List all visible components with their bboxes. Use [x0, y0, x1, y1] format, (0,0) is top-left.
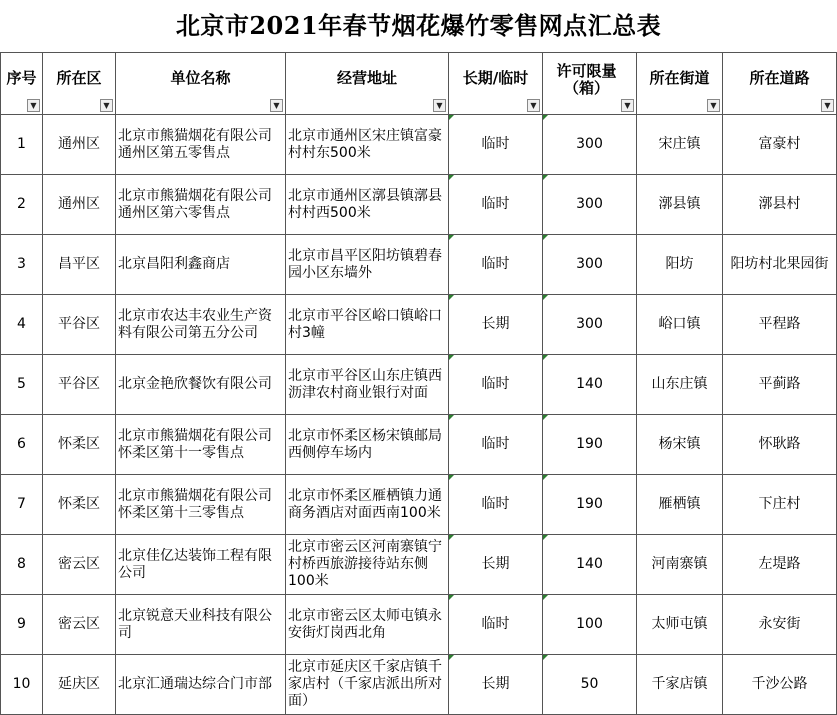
cell-term[interactable]: 临时 [449, 475, 543, 535]
cell-district[interactable]: 昌平区 [43, 235, 116, 295]
cell-limit[interactable]: 50 [543, 655, 637, 715]
cell-limit[interactable]: 300 [543, 115, 637, 175]
cell-limit[interactable]: 190 [543, 415, 637, 475]
cell-term[interactable]: 临时 [449, 415, 543, 475]
cell-limit[interactable]: 140 [543, 355, 637, 415]
cell-name[interactable]: 北京市熊猫烟花有限公司通州区第六零售点 [116, 175, 286, 235]
cell-term[interactable]: 临时 [449, 595, 543, 655]
table-row [1, 115, 837, 175]
table-row [1, 355, 837, 415]
cell-term[interactable]: 临时 [449, 115, 543, 175]
table-row [1, 595, 837, 655]
cell-street[interactable]: 千家店镇 [637, 655, 723, 715]
cell-no[interactable]: 3 [1, 235, 43, 295]
column-header-district: 所在区 ▼ [43, 53, 116, 115]
cell-no[interactable]: 4 [1, 295, 43, 355]
table-row [1, 535, 837, 595]
cell-term[interactable]: 临时 [449, 355, 543, 415]
cell-district[interactable]: 密云区 [43, 595, 116, 655]
cell-district[interactable]: 平谷区 [43, 355, 116, 415]
cell-address[interactable]: 北京市平谷区峪口镇峪口村3幢 [286, 295, 449, 355]
cell-no[interactable]: 2 [1, 175, 43, 235]
cell-limit[interactable]: 300 [543, 295, 637, 355]
cell-address[interactable]: 北京市密云区太师屯镇永安街灯岗西北角 [286, 595, 449, 655]
cell-address[interactable]: 北京市怀柔区雁栖镇力通商务酒店对面西南100米 [286, 475, 449, 535]
cell-street[interactable]: 宋庄镇 [637, 115, 723, 175]
cell-name[interactable]: 北京市农达丰农业生产资料有限公司第五分公司 [116, 295, 286, 355]
cell-district[interactable]: 怀柔区 [43, 475, 116, 535]
cell-limit[interactable]: 300 [543, 235, 637, 295]
cell-street[interactable]: 太师屯镇 [637, 595, 723, 655]
cell-street[interactable]: 山东庄镇 [637, 355, 723, 415]
page-title: 北京市2021年春节烟花爆竹零售网点汇总表 [175, 11, 662, 40]
cell-term[interactable]: 长期 [449, 655, 543, 715]
cell-address[interactable]: 北京市延庆区千家店镇千家店村（千家店派出所对面） [286, 655, 449, 715]
column-header-term: 长期/临时 ▼ [449, 53, 543, 115]
cell-limit[interactable]: 140 [543, 535, 637, 595]
table-row [1, 415, 837, 475]
column-header-road: 所在道路 ▼ [723, 53, 837, 115]
cell-street[interactable]: 雁栖镇 [637, 475, 723, 535]
cell-district[interactable]: 通州区 [43, 175, 116, 235]
cell-limit[interactable]: 100 [543, 595, 637, 655]
cell-no[interactable]: 5 [1, 355, 43, 415]
cell-road[interactable]: 怀耿路 [723, 415, 837, 475]
cell-road[interactable]: 平程路 [723, 295, 837, 355]
cell-limit[interactable]: 190 [543, 475, 637, 535]
dropdown-arrow-icon[interactable]: ▼ [621, 99, 634, 112]
table-row [1, 475, 837, 535]
cell-road[interactable]: 下庄村 [723, 475, 837, 535]
cell-road[interactable]: 千沙公路 [723, 655, 837, 715]
cell-term[interactable]: 临时 [449, 175, 543, 235]
table-row [1, 235, 837, 295]
cell-street[interactable]: 峪口镇 [637, 295, 723, 355]
dropdown-arrow-icon[interactable]: ▼ [27, 99, 40, 112]
cell-street[interactable]: 河南寨镇 [637, 535, 723, 595]
cell-road[interactable]: 永安街 [723, 595, 837, 655]
column-header-street: 所在街道 ▼ [637, 53, 723, 115]
cell-address[interactable]: 北京市密云区河南寨镇宁村桥西旅游接待站东侧100米 [286, 535, 449, 595]
cell-street[interactable]: 阳坊 [637, 235, 723, 295]
column-header-name: 单位名称 ▼ [116, 53, 286, 115]
cell-no[interactable]: 9 [1, 595, 43, 655]
dropdown-arrow-icon[interactable]: ▼ [270, 99, 283, 112]
cell-no[interactable]: 1 [1, 115, 43, 175]
header-row [1, 53, 837, 115]
cell-road[interactable]: 左堤路 [723, 535, 837, 595]
column-header-address: 经营地址 ▼ [286, 53, 449, 115]
cell-name[interactable]: 北京昌阳利鑫商店 [116, 235, 286, 295]
table-row [1, 295, 837, 355]
cell-street[interactable]: 漷县镇 [637, 175, 723, 235]
cell-name[interactable]: 北京市熊猫烟花有限公司通州区第五零售点 [116, 115, 286, 175]
cell-address[interactable]: 北京市怀柔区杨宋镇邮局西侧停车场内 [286, 415, 449, 475]
dropdown-arrow-icon[interactable]: ▼ [707, 99, 720, 112]
retail-outlets-table [0, 52, 837, 715]
cell-name[interactable]: 北京佳亿达装饰工程有限公司 [116, 535, 286, 595]
cell-address[interactable]: 北京市通州区漷县镇漷县村村西500米 [286, 175, 449, 235]
cell-address[interactable]: 北京市通州区宋庄镇富豪村村东500米 [286, 115, 449, 175]
cell-no[interactable]: 6 [1, 415, 43, 475]
dropdown-arrow-icon[interactable]: ▼ [527, 99, 540, 112]
cell-district[interactable]: 密云区 [43, 535, 116, 595]
cell-limit[interactable]: 300 [543, 175, 637, 235]
cell-district[interactable]: 怀柔区 [43, 415, 116, 475]
cell-name[interactable]: 北京金艳欣餐饮有限公司 [116, 355, 286, 415]
cell-name[interactable]: 北京市熊猫烟花有限公司怀柔区第十一零售点 [116, 415, 286, 475]
column-header-limit: 许可限量（箱） ▼ [543, 53, 637, 115]
cell-name[interactable]: 北京锐意天业科技有限公司 [116, 595, 286, 655]
cell-name[interactable]: 北京市熊猫烟花有限公司怀柔区第十三零售点 [116, 475, 286, 535]
cell-street[interactable]: 杨宋镇 [637, 415, 723, 475]
column-header-no: 序号 ▼ [1, 53, 43, 115]
cell-road[interactable]: 富豪村 [723, 115, 837, 175]
cell-term[interactable]: 长期 [449, 535, 543, 595]
cell-term[interactable]: 临时 [449, 235, 543, 295]
cell-road[interactable]: 平蓟路 [723, 355, 837, 415]
cell-district[interactable]: 通州区 [43, 115, 116, 175]
dropdown-arrow-icon[interactable]: ▼ [821, 99, 834, 112]
cell-road[interactable]: 漷县村 [723, 175, 837, 235]
cell-no[interactable]: 8 [1, 535, 43, 595]
cell-district[interactable]: 延庆区 [43, 655, 116, 715]
dropdown-arrow-icon[interactable]: ▼ [433, 99, 446, 112]
cell-district[interactable]: 平谷区 [43, 295, 116, 355]
cell-address[interactable]: 北京市平谷区山东庄镇西沥津农村商业银行对面 [286, 355, 449, 415]
cell-no[interactable]: 7 [1, 475, 43, 535]
cell-name[interactable]: 北京汇通瑞达综合门市部 [116, 655, 286, 715]
cell-address[interactable]: 北京市昌平区阳坊镇碧春园小区东墙外 [286, 235, 449, 295]
table-row [1, 175, 837, 235]
table-row [1, 655, 837, 715]
dropdown-arrow-icon[interactable]: ▼ [100, 99, 113, 112]
cell-term[interactable]: 长期 [449, 295, 543, 355]
cell-road[interactable]: 阳坊村北果园街 [723, 235, 837, 295]
cell-no[interactable]: 10 [1, 655, 43, 715]
